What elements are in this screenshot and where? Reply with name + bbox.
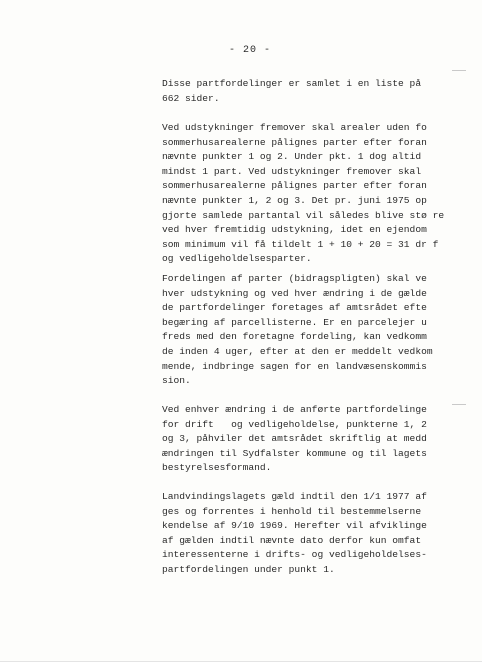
text-line: sommerhusarealerne pålignes parter efter foran	[162, 180, 427, 192]
text-line: begæring af parcellisterne. Er en parcelejer u	[162, 316, 427, 328]
text-line: og 3, påhviler det amtsrådet skriftlig at medd	[162, 433, 427, 445]
paragraph-changes-notification	[162, 403, 462, 476]
text-line: sommerhusarealerne pålignes parter efter foran	[162, 136, 427, 148]
text-line: nævnte punkter 1 og 2. Under pkt. 1 dog altid	[162, 151, 422, 163]
text-line: Disse partfordelinger er samlet i en liste på	[162, 78, 422, 89]
paragraph-contribution-duty	[162, 272, 462, 389]
text-line: bestyrelsesformand.	[162, 462, 272, 474]
text-line: og vedligeholdelsesparter.	[162, 253, 312, 265]
text-line: for drift og vedligeholdelse, punkterne 1, 2	[162, 418, 427, 430]
page-edge-mark	[452, 404, 466, 405]
text-line: gjorte samlede partantal vil således blive stø re	[162, 209, 445, 221]
text-line: interessenterne i drifts- og vedligeholdelses-	[162, 549, 427, 561]
text-line: Landvindingslagets gæld indtil den 1/1 1977 af	[162, 491, 427, 502]
paragraph-parts-list	[162, 77, 462, 106]
text-line: ved hver fremtidig udstykning, idet en ejendom	[162, 224, 427, 236]
text-line: Ved udstykninger fremover skal arealer uden fo	[162, 122, 427, 133]
text-line: Ved enhver ændring i de anførte partfordelinge	[162, 404, 427, 415]
text-line: Fordelingen af parter (bidragspligten) skal ve	[162, 273, 427, 284]
text-line: de inden 4 uger, efter at den er meddelt vedkom	[162, 345, 433, 357]
paragraph-subdivisions	[162, 121, 462, 267]
text-line: 662 sider.	[162, 92, 220, 104]
text-line: mindst 1 part. Ved udstykninger fremover skal	[162, 165, 422, 177]
text-line: hver udstykning og ved hver ændring i de gælde	[162, 287, 427, 299]
text-line: som minimum vil få tildelt 1 + 10 + 20 = 31 dr f	[162, 238, 439, 250]
text-line: mende, indbringe sagen for en landvæsenskommis	[162, 360, 427, 372]
text-line: partfordelingen under punkt 1.	[162, 563, 335, 575]
text-line: sion.	[162, 375, 191, 387]
paragraph-debt-settlement	[162, 490, 462, 578]
text-line: af gælden indtil nævnte dato derfor kun omfat	[162, 534, 422, 546]
text-line: nævnte punkter 1, 2 og 3. Det pr. juni 1975 op	[162, 194, 427, 206]
text-line: ændringen til Sydfalster kommune og til lagets	[162, 447, 427, 459]
text-line: kendelse af 9/10 1969. Herefter vil afviklinge	[162, 520, 427, 532]
page-number: - 20 -	[228, 45, 271, 56]
page-edge-mark	[452, 70, 466, 71]
text-line: de partfordelinger foretages af amtsrådet efte	[162, 302, 427, 314]
text-line: freds med den foretagne fordeling, kan vedkomm	[162, 331, 427, 343]
text-line: ges og forrentes i henhold til bestemmelserne	[162, 505, 422, 517]
